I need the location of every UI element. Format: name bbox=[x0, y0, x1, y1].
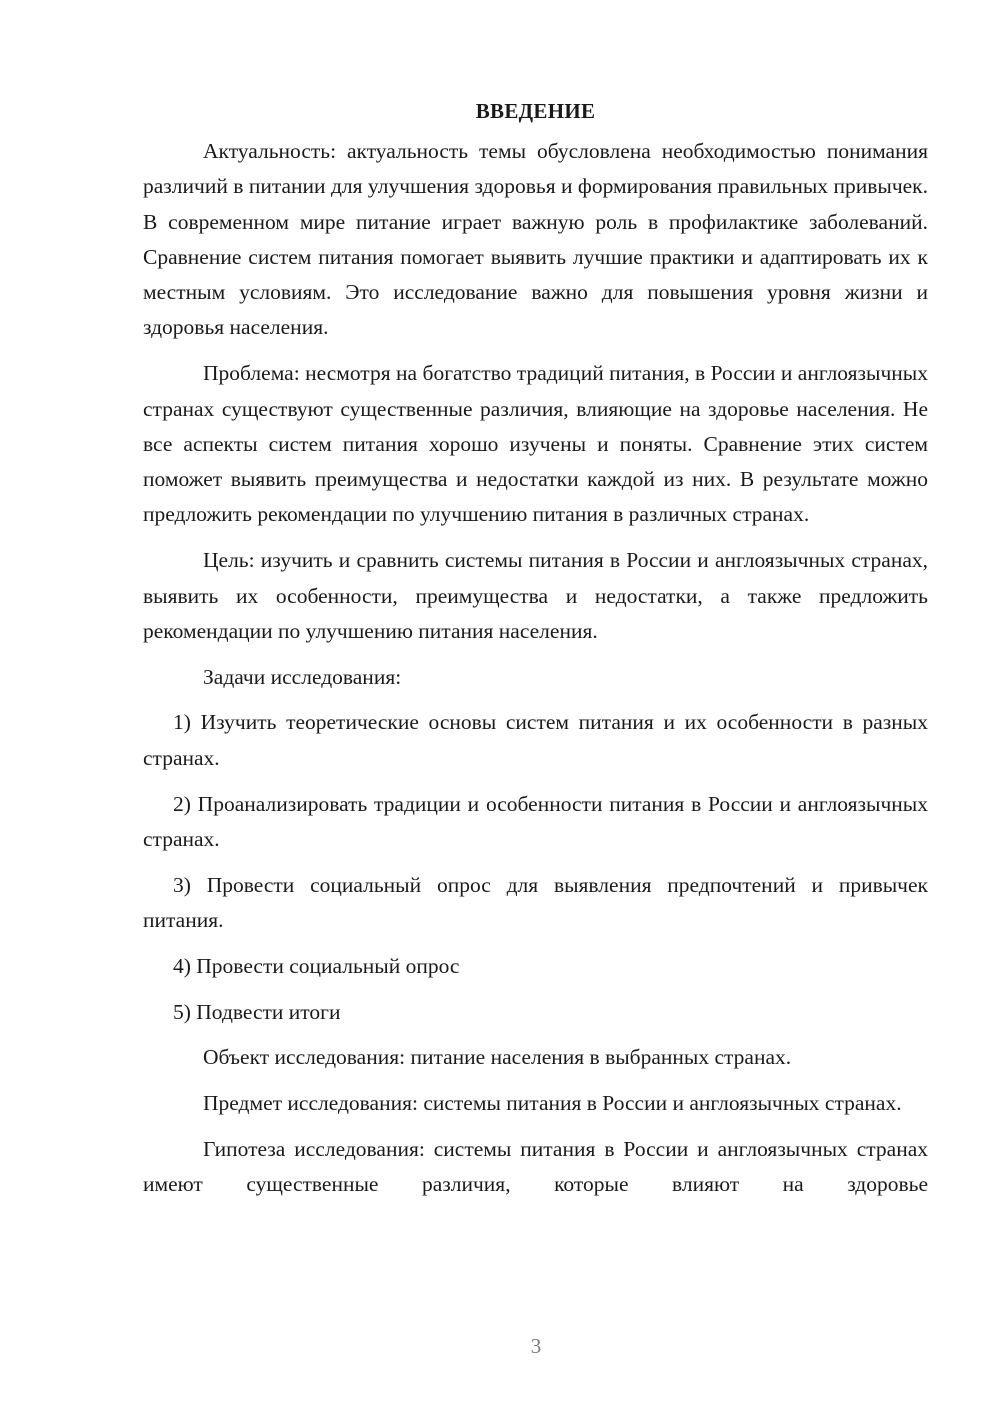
hypothesis-paragraph: Гипотеза исследования: системы питания в России и англоязычных странах имеют существенные различия, которые влияют на здоровье bbox=[143, 1136, 928, 1197]
tasks-heading: Задачи исследования: bbox=[203, 664, 402, 689]
research-subject-paragraph: Предмет исследования: системы питания в России и англоязычных странах. bbox=[203, 1091, 902, 1116]
page-number: 3 bbox=[530, 1334, 542, 1358]
task-item-2: 2) Проанализировать традиции и особенности питания в России и англоязычных странах. bbox=[143, 791, 928, 851]
task-item-1: 1) Изучить теоретические основы систем питания и их особенности в разных странах. bbox=[143, 710, 928, 770]
goal-paragraph: Цель: изучить и сравнить системы питания в России и англоязычных странах, выявить их особенности, преимущества и недостатки, а также предложить рекомендации по улучшению питания населения. bbox=[143, 548, 928, 643]
relevance-paragraph: Актуальность: актуальность темы обусловлена необходимостью понимания различий в питании для улучшения здоровья и формирования правильных привычек. В современном мире питание играет важную роль в профилактике заболеваний. Сравнение систем питания помогает выявить лучшие практики и адаптировать их к местным условиям. Это исследование важно для повышения уровня жизни и здоровья населения. bbox=[143, 139, 928, 340]
document-page bbox=[143, 96, 928, 1203]
task-item-4: 4) Провести социальный опрос bbox=[173, 953, 460, 978]
task-item-3: 3) Провести социальный опрос для выявления предпочтений и привычек питания. bbox=[143, 872, 928, 932]
research-object-paragraph: Объект исследования: питание населения в выбранных странах. bbox=[203, 1045, 792, 1070]
section-title: ВВЕДЕНИЕ bbox=[475, 99, 596, 123]
task-item-5: 5) Подвести итоги bbox=[173, 999, 341, 1024]
problem-paragraph: Проблема: несмотря на богатство традиций питания, в России и англоязычных странах существуют существенные различия, влияющие на здоровье населения. Не все аспекты систем питания хорошо изучены и поняты. Сравнение этих систем поможет выявить преимущества и недостатки каждой из них. В результате можно предложить рекомендации по улучшению питания в различных странах. bbox=[143, 361, 928, 527]
